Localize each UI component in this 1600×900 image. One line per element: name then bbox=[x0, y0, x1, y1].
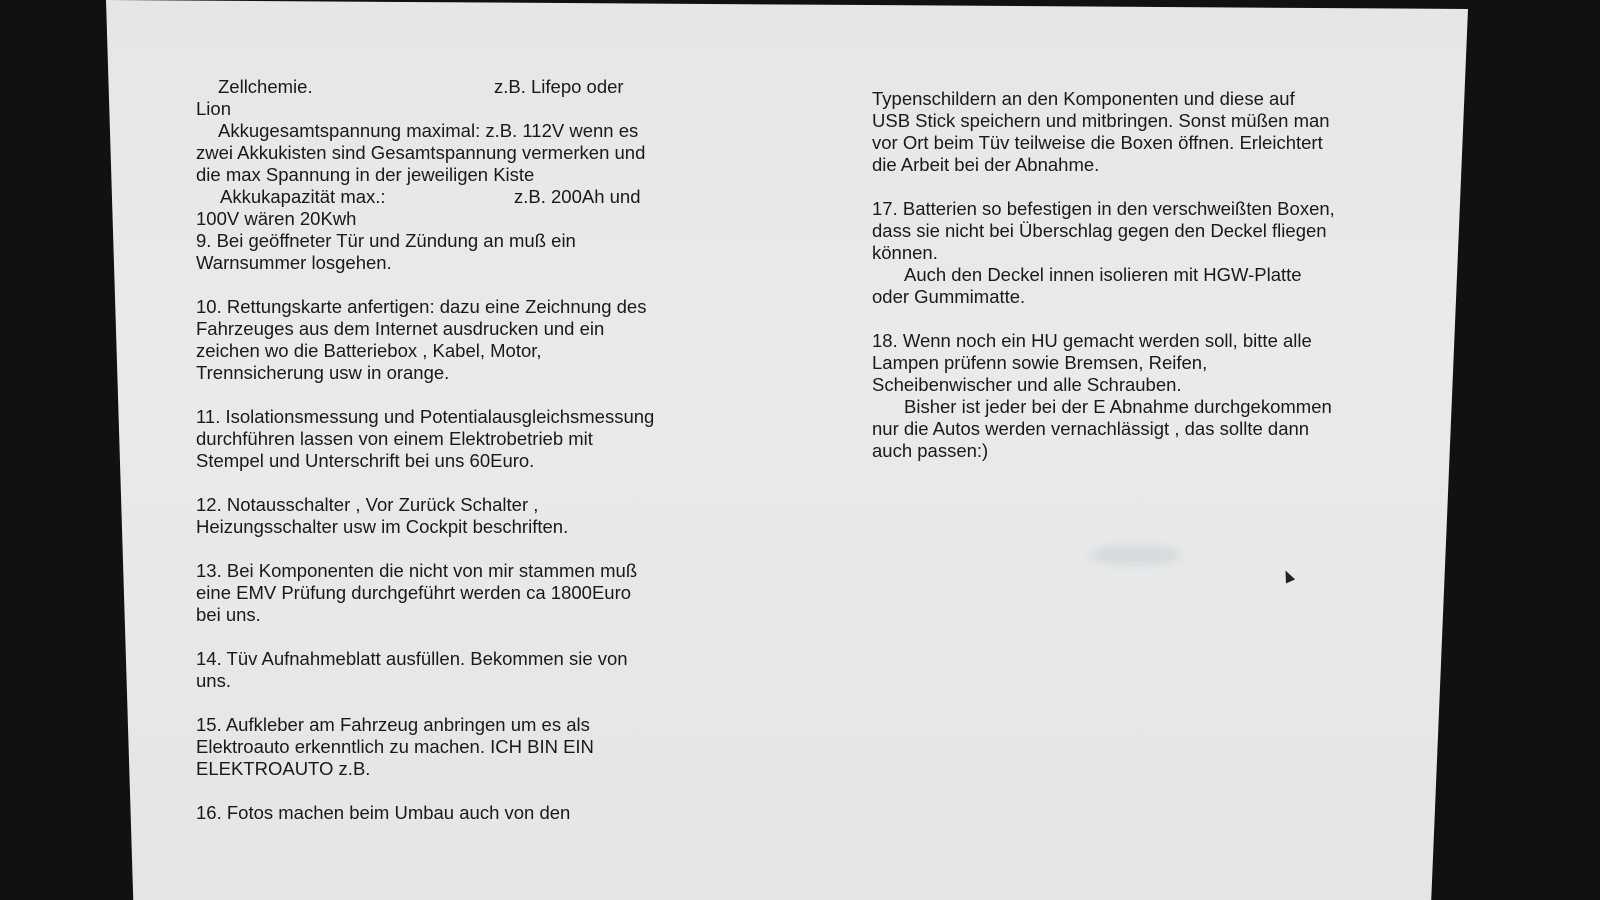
text-line: zeichen wo die Batteriebox , Kabel, Motor, bbox=[196, 340, 542, 361]
left-text-column bbox=[196, 76, 716, 824]
paragraph-gap bbox=[196, 626, 716, 648]
right-text-column bbox=[872, 88, 1392, 462]
text-line bbox=[196, 186, 716, 208]
text-line: Elektroauto erkenntlich zu machen. ICH BIN EIN bbox=[196, 736, 594, 757]
text-line: vor Ort beim Tüv teilweise die Boxen öffnen. Erleichtert bbox=[872, 132, 1323, 153]
text-line: auch passen:) bbox=[872, 440, 989, 461]
text-line-part: z.B. Lifepo oder bbox=[494, 76, 624, 97]
text-line: uns. bbox=[196, 670, 231, 691]
text-line: bei uns. bbox=[196, 604, 261, 625]
screen-glare bbox=[1090, 545, 1180, 565]
text-line: zwei Akkukisten sind Gesamtspannung vermerken und bbox=[196, 142, 646, 163]
text-line-part: Akkukapazität max.: bbox=[220, 186, 386, 207]
paragraph-gap bbox=[196, 274, 716, 296]
text-line: ELEKTROAUTO z.B. bbox=[196, 758, 371, 779]
text-line: 9. Bei geöffneter Tür und Zündung an muß ein bbox=[196, 230, 576, 251]
text-line: Heizungsschalter usw im Cockpit beschriften. bbox=[196, 516, 569, 537]
text-line: 16. Fotos machen beim Umbau auch von den bbox=[196, 802, 571, 823]
text-line: die Arbeit bei der Abnahme. bbox=[872, 154, 1100, 175]
text-line-part: Zellchemie. bbox=[218, 76, 313, 97]
paragraph-gap bbox=[196, 384, 716, 406]
text-line: Auch den Deckel innen isolieren mit HGW-Platte bbox=[904, 264, 1302, 285]
text-line: die max Spannung in der jeweiligen Kiste bbox=[196, 164, 535, 185]
text-line: eine EMV Prüfung durchgeführt werden ca 1800Euro bbox=[196, 582, 632, 603]
paragraph-gap bbox=[872, 176, 1392, 198]
text-line-part: z.B. 200Ah und bbox=[514, 186, 641, 207]
text-line: Typenschildern an den Komponenten und diese auf bbox=[872, 88, 1295, 109]
text-line: Trennsicherung usw in orange. bbox=[196, 362, 450, 383]
text-line: 12. Notausschalter , Vor Zurück Schalter , bbox=[196, 494, 539, 515]
text-line: Akkugesamtspannung maximal: z.B. 112V wenn es bbox=[218, 120, 639, 141]
text-line: Lion bbox=[196, 98, 231, 119]
paragraph-gap bbox=[196, 538, 716, 560]
text-line bbox=[196, 76, 716, 98]
paragraph-gap bbox=[196, 692, 716, 714]
text-line: Scheibenwischer und alle Schrauben. bbox=[872, 374, 1182, 395]
text-line: 14. Tüv Aufnahmeblatt ausfüllen. Bekommen sie von bbox=[196, 648, 628, 669]
text-line: USB Stick speichern und mitbringen. Sonst müßen man bbox=[872, 110, 1330, 131]
paragraph-gap bbox=[196, 472, 716, 494]
paragraph-gap bbox=[196, 780, 716, 802]
text-line: 15. Aufkleber am Fahrzeug anbringen um es als bbox=[196, 714, 590, 735]
text-line: 10. Rettungskarte anfertigen: dazu eine Zeichnung des bbox=[196, 296, 647, 317]
text-line: dass sie nicht bei Überschlag gegen den Deckel fliegen bbox=[872, 220, 1327, 241]
text-line: 13. Bei Komponenten die nicht von mir stammen muß bbox=[196, 560, 638, 581]
text-line: 100V wären 20Kwh bbox=[196, 208, 357, 229]
text-line: oder Gummimatte. bbox=[872, 286, 1026, 307]
text-line: Bisher ist jeder bei der E Abnahme durchgekommen bbox=[904, 396, 1332, 417]
text-line: nur die Autos werden vernachlässigt , das sollte dann bbox=[872, 418, 1310, 439]
text-line: 18. Wenn noch ein HU gemacht werden soll, bitte alle bbox=[872, 330, 1312, 351]
text-line: Fahrzeuges aus dem Internet ausdrucken und ein bbox=[196, 318, 605, 339]
text-line: durchführen lassen von einem Elektrobetrieb mit bbox=[196, 428, 593, 449]
text-line: Stempel und Unterschrift bei uns 60Euro. bbox=[196, 450, 535, 471]
text-line: 11. Isolationsmessung und Potentialausgleichsmessung bbox=[196, 406, 655, 427]
text-line: 17. Batterien so befestigen in den verschweißten Boxen, bbox=[872, 198, 1335, 219]
paragraph-gap bbox=[872, 308, 1392, 330]
text-line: können. bbox=[872, 242, 938, 263]
text-line: Lampen prüfenn sowie Bremsen, Reifen, bbox=[872, 352, 1208, 373]
text-line: Warnsummer losgehen. bbox=[196, 252, 392, 273]
